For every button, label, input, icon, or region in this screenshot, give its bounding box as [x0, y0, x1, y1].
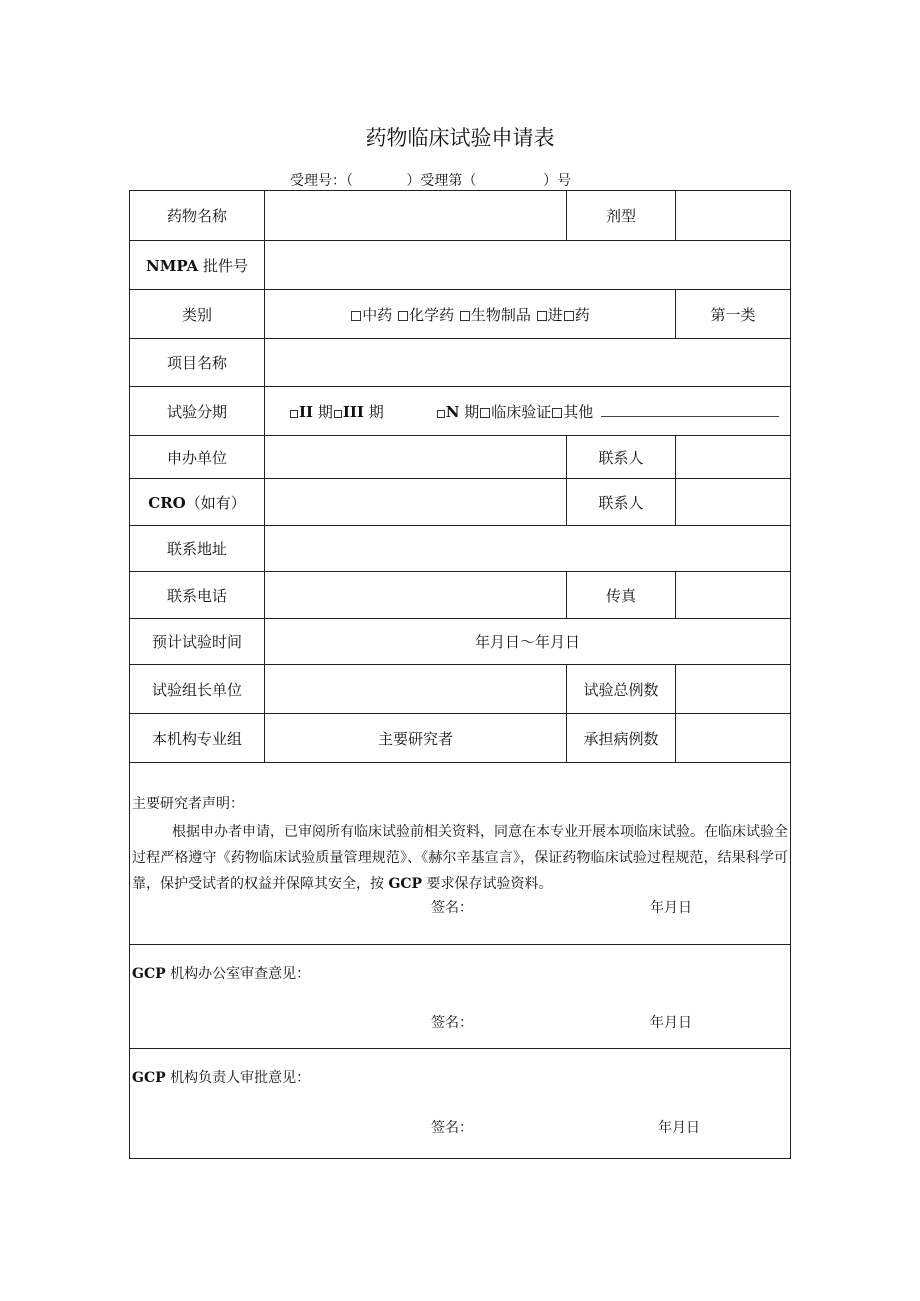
leader-unit-label: 试验组长单位: [130, 665, 265, 714]
phone-label: 联系电话: [130, 572, 265, 619]
checkbox-phase-ii[interactable]: [290, 410, 298, 418]
phone-field[interactable]: [265, 572, 567, 619]
phase-ii-roman: II: [299, 402, 314, 421]
fax-field[interactable]: [676, 572, 791, 619]
head-heading-text: 机构负责人审批意见：: [170, 1070, 311, 1086]
option-biologic: 生物制品: [470, 305, 531, 324]
declaration-text: [132, 819, 788, 897]
receipt-label: 受理号：（: [290, 173, 353, 189]
option-import-drug: 药: [574, 305, 590, 324]
total-cases-field[interactable]: [676, 665, 791, 714]
row-office-opinion: [130, 945, 791, 1049]
cro-label: [130, 479, 265, 526]
checkbox-biologic[interactable]: [460, 311, 470, 321]
office-sign-label: 签名：: [431, 1015, 473, 1031]
option-other: 其他: [563, 402, 594, 421]
row-nmpa: [130, 241, 791, 290]
checkbox-import-drug[interactable]: [564, 311, 574, 321]
head-gcp: GCP: [132, 1070, 166, 1086]
application-form-table: [129, 190, 791, 1159]
receipt-number-line: [290, 170, 571, 190]
head-approval-heading: [132, 1067, 310, 1087]
project-name-label: 项目名称: [130, 339, 265, 387]
phase-ii-suffix: 期: [317, 402, 333, 421]
category-options: [265, 290, 676, 339]
row-cro: [130, 479, 791, 526]
checkbox-chemical[interactable]: [398, 311, 408, 321]
leader-unit-field[interactable]: [265, 665, 567, 714]
sponsor-field[interactable]: [265, 436, 567, 479]
undertaken-cases-label: 承担病例数: [567, 714, 676, 763]
checkbox-phase-iii[interactable]: [334, 410, 342, 418]
nmpa-prefix: NMPA: [146, 256, 199, 275]
dosage-form-label: 剂型: [567, 191, 676, 241]
principal-investigator-label: 主要研究者: [265, 714, 567, 763]
project-name-field[interactable]: [265, 339, 791, 387]
option-tcm: 中药: [362, 305, 393, 324]
address-label: 联系地址: [130, 526, 265, 572]
total-cases-label: 试验总例数: [567, 665, 676, 714]
head-approval-cell: [130, 1049, 791, 1159]
sponsor-contact-label: 联系人: [567, 436, 676, 479]
declaration-heading: 主要研究者声明：: [132, 796, 244, 812]
checkbox-other[interactable]: [552, 408, 562, 418]
row-phone: [130, 572, 791, 619]
row-phase: [130, 387, 791, 436]
checkbox-phase-iv[interactable]: [437, 410, 445, 418]
phase-iv-suffix: 期: [464, 402, 480, 421]
nmpa-approval-field[interactable]: [265, 241, 791, 290]
undertaken-cases-field[interactable]: [676, 714, 791, 763]
dept-group-label: 本机构专业组: [130, 714, 265, 763]
dosage-form-field[interactable]: [676, 191, 791, 241]
cro-contact-field[interactable]: [676, 479, 791, 526]
option-clinical-verification: 临床验证: [491, 402, 552, 421]
office-opinion-cell: [130, 945, 791, 1049]
nmpa-approval-label: [130, 241, 265, 290]
drug-name-field[interactable]: [265, 191, 567, 241]
declaration-date-label: 年月日: [650, 900, 692, 916]
drug-name-label: 药物名称: [130, 191, 265, 241]
row-sponsor: [130, 436, 791, 479]
cro-contact-label: 联系人: [567, 479, 676, 526]
row-drug-name: [130, 191, 791, 241]
row-address: [130, 526, 791, 572]
pi-declaration-cell: [130, 763, 791, 945]
head-date-label: 年月日: [658, 1120, 700, 1136]
declaration-sign-label: 签名：: [431, 900, 473, 916]
form-title: 药物临床试验申请表: [365, 126, 555, 150]
planned-time-label: 预计试验时间: [130, 619, 265, 665]
other-underline-field[interactable]: [601, 404, 779, 417]
cro-suffix: （如有）: [185, 493, 246, 512]
nmpa-suffix: 批件号: [202, 256, 248, 275]
row-head-approval: [130, 1049, 791, 1159]
row-planned-time: [130, 619, 791, 665]
office-heading-text: 机构办公室审查意见：: [170, 966, 311, 982]
cro-prefix: CRO: [148, 493, 186, 512]
office-gcp: GCP: [132, 966, 166, 982]
category-label: 类别: [130, 290, 265, 339]
phase-options: [265, 387, 791, 436]
declaration-text-end: 要求保存试验资料。: [426, 876, 553, 892]
option-import: 进: [547, 305, 563, 324]
phase-iii-suffix: 期: [368, 402, 384, 421]
phase-iv-roman: N: [445, 402, 460, 421]
fax-label: 传真: [567, 572, 676, 619]
checkbox-clinical-verification[interactable]: [480, 408, 490, 418]
category-class: 第一类: [676, 290, 791, 339]
planned-time-range[interactable]: 年月日～年月日: [265, 619, 791, 665]
row-project-name: [130, 339, 791, 387]
declaration-text-main: 根据申办者申请，已审阅所有临床试验前相关资料，同意在本专业开展本项临床试验。在临床试验全过程严格遵守《药物临床试验质量管理规范》、《赫尔辛基宣言》，保证药物临床试验过程规范，结果科学可靠，保护受试者的权益并保障其安全，按: [132, 824, 788, 892]
declaration-gcp: GCP: [388, 876, 423, 892]
checkbox-tcm[interactable]: [351, 311, 361, 321]
address-field[interactable]: [265, 526, 791, 572]
phase-iii-roman: III: [342, 402, 364, 421]
row-declaration: [130, 763, 791, 945]
row-category: [130, 290, 791, 339]
cro-field[interactable]: [265, 479, 567, 526]
row-leader-unit: [130, 665, 791, 714]
head-sign-label: 签名：: [431, 1120, 473, 1136]
receipt-mid-label: ）受理第（: [406, 173, 477, 189]
sponsor-label: 申办单位: [130, 436, 265, 479]
sponsor-contact-field[interactable]: [676, 436, 791, 479]
row-dept-group: [130, 714, 791, 763]
receipt-end-label: ）号: [543, 173, 572, 189]
option-chemical: 化学药: [409, 305, 455, 324]
phase-label: 试验分期: [130, 387, 265, 436]
office-date-label: 年月日: [650, 1015, 692, 1031]
checkbox-import[interactable]: [537, 311, 547, 321]
office-opinion-heading: [132, 963, 310, 983]
